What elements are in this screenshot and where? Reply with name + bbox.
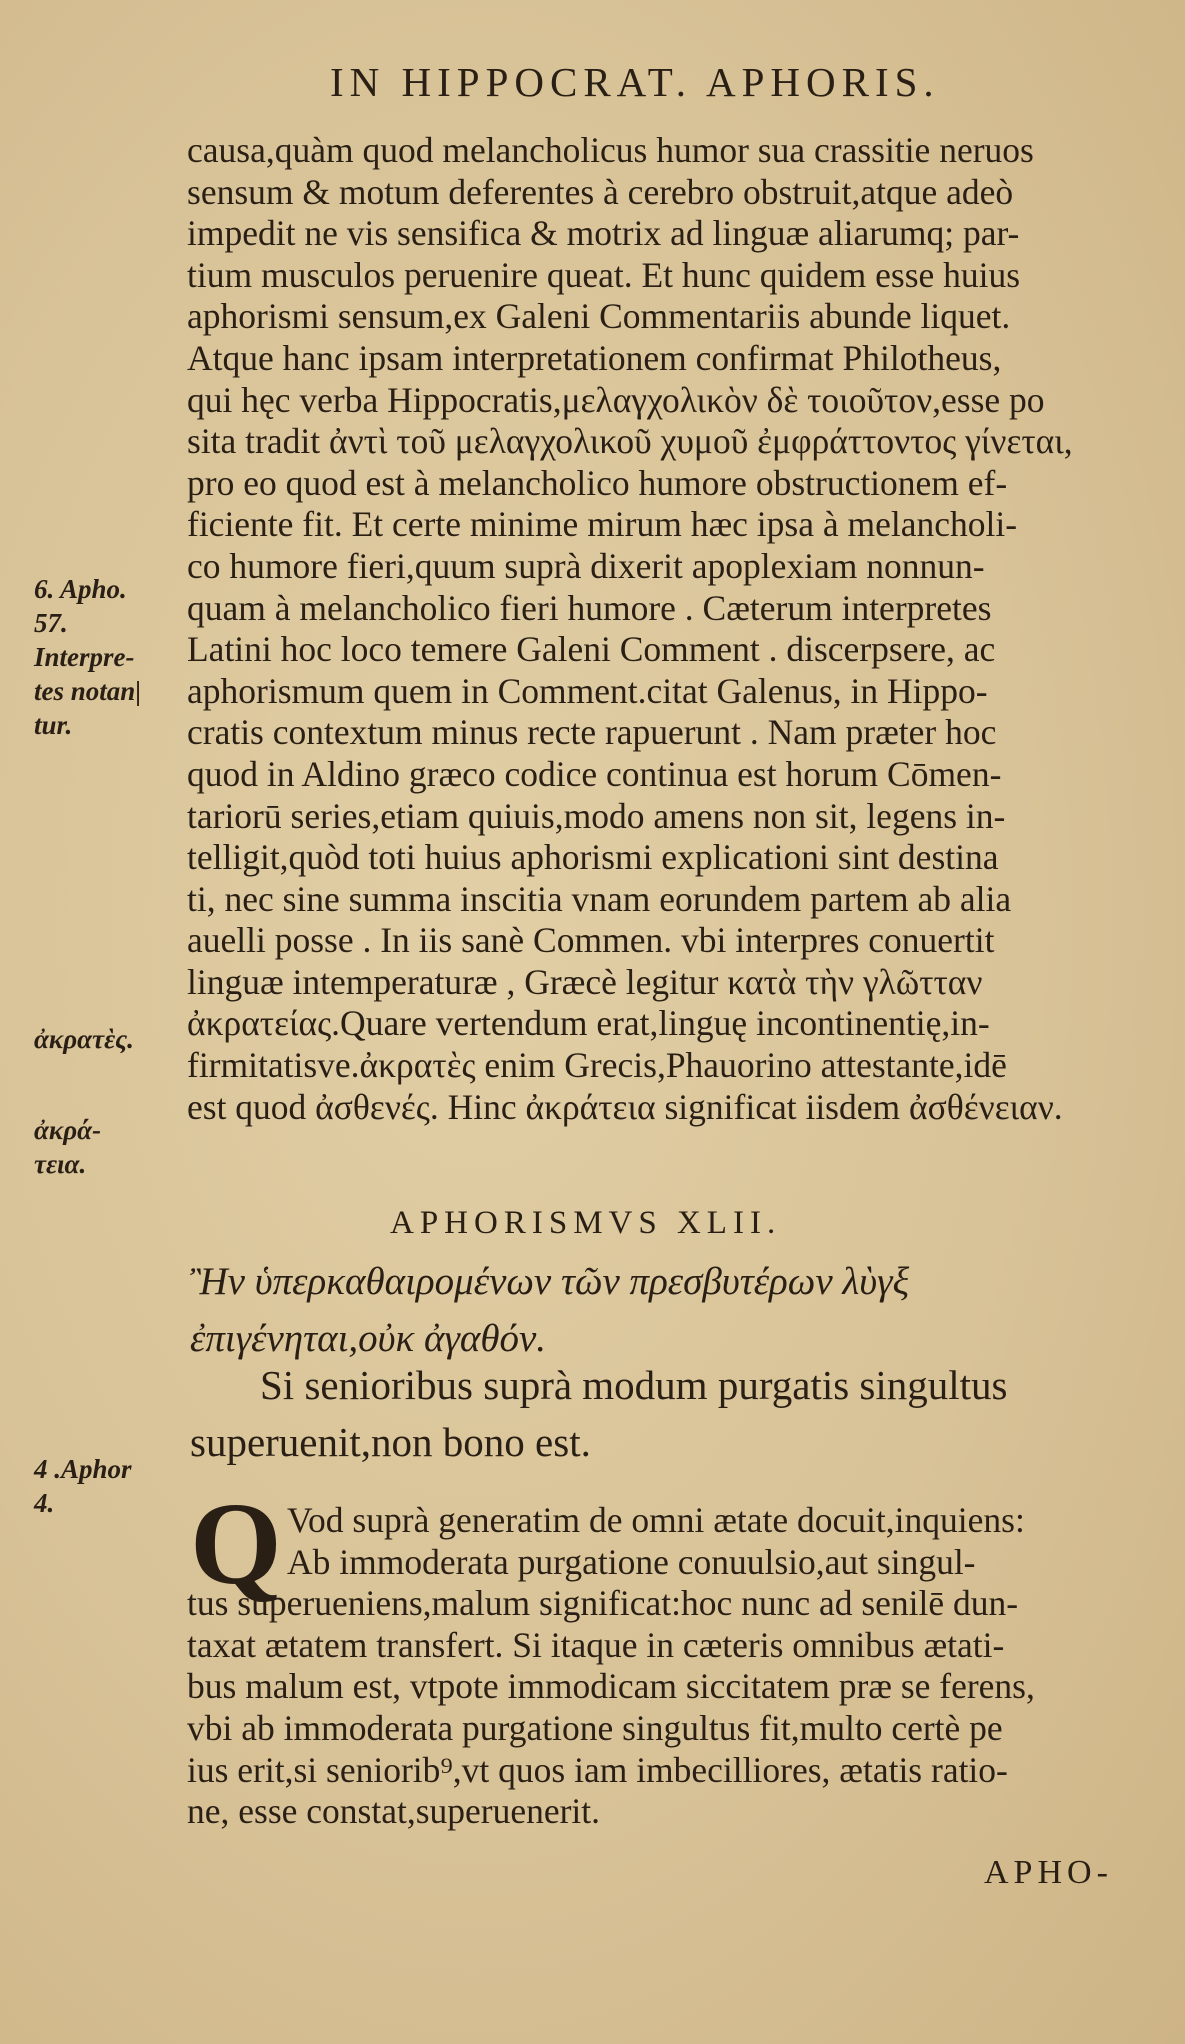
- text-line: impedit ne vis sensifica & motrix ad linguæ aliarumq; par-: [187, 213, 1020, 254]
- text-line: tium musculos peruenire queat. Et hunc quidem esse huius: [187, 254, 1021, 295]
- running-head: IN HIPPOCRAT. APHORIS.: [330, 59, 940, 105]
- text-line: cratis contextum minus recte rapuerunt . Nam præter hoc: [187, 712, 997, 753]
- text-line: Vod suprà generatim de omni ætate docuit,inquiens:: [287, 1500, 1025, 1540]
- text-line: co humore fieri,quum suprà dixerit apoplexiam nonnun-: [187, 545, 985, 586]
- text-line: ficiente fit. Et certe minime mirum hæc ipsa à melancholi-: [187, 504, 1018, 545]
- margin-note-greek-term: ἀκρατὲς.: [34, 1024, 134, 1054]
- text-line: quam à melancholico fieri humore . Cæterum interpretes: [187, 587, 992, 628]
- text-line: Ab immoderata purgatione conuulsio,aut singul-: [287, 1541, 976, 1582]
- text-line: aphorismum quem in Comment.citat Galenus, in Hippo-: [187, 670, 988, 711]
- text-line: est quod ἀσθενές. Hinc ἀκράτεια significat iisdem ἀσθένειαν.: [187, 1086, 1063, 1127]
- aphorism-title: APHORISMVS XLII.: [390, 1205, 782, 1241]
- catchword: APHO-: [984, 1854, 1113, 1891]
- text-line: firmitatisve.ἀκρατὲς enim Grecis,Phauorino attestante,idē: [187, 1045, 1007, 1086]
- greek-line: ἐπιγένηται,οὐκ ἀγαθόν.: [190, 1317, 547, 1360]
- text-line: ius erit,si seniorib⁹,vt quos iam imbecilliores, ætatis ratio-: [187, 1749, 1008, 1790]
- text-line: taxat ætatem transfert. Si itaque in cæteris omnibus ætati-: [187, 1624, 1005, 1665]
- text-line: sita tradit ἀντὶ τοῦ μελαγχολικοῦ χυμοῦ ἐμφράττοντος γίνεται,: [187, 421, 1073, 462]
- text-line: bus malum est, vtpote immodicam siccitatem præ se ferens,: [187, 1666, 1035, 1707]
- latin-line: Si senioribus suprà modum purgatis singultus: [260, 1362, 1008, 1408]
- text-line: pro eo quod est à melancholico humore obstructionem ef-: [187, 462, 1008, 503]
- latin-aphorism: [190, 1357, 1150, 1471]
- text-line: quod in Aldino græco codice continua est horum Cōmen-: [187, 753, 1002, 794]
- text-line: vbi ab immoderata purgatione singultus fit,multo certè pe: [187, 1707, 1003, 1748]
- commentary-block: [187, 130, 1147, 1128]
- text-line: qui hęc verba Hippocratis,μελαγχολικὸν δὲ τοιοῦτον,esse po: [187, 379, 1045, 420]
- greek-line: Ἢν ὑπερκαθαιρομένων τῶν πρεσβυτέρων λὺγξ: [190, 1260, 910, 1303]
- text-line: telligit,quòd toti huius aphorismi explicationi sint destina: [187, 837, 999, 878]
- text-line: linguæ intemperaturæ , Græcè legitur κατὰ τὴν γλῶτταν: [187, 961, 983, 1002]
- text-line: sensum & motum deferentes à cerebro obstruit,atque adeò: [187, 171, 1014, 212]
- text-line: tus superueniens,malum significat:hoc nunc ad senilē dun-: [187, 1583, 1019, 1624]
- text-line: ti, nec sine summa inscitia vnam eorundem partem ab alia: [187, 878, 1012, 919]
- greek-aphorism: [190, 1253, 1150, 1367]
- text-line: ἀκρατείας.Quare vertendum erat,linguę incontinentię,in-: [187, 1003, 990, 1044]
- drop-cap: Q: [190, 1478, 282, 1609]
- text-line: Latini hoc loco temere Galeni Comment . discerpsere, ac: [187, 629, 996, 670]
- commentary-block-2: [187, 1500, 1147, 1833]
- margin-note-aphorism-ref: 4 .Aphor 4.: [34, 1454, 132, 1518]
- margin-note-reference: 6. Apho. 57. Interpre- tes notan| tur.: [34, 574, 142, 740]
- text-line: ne, esse constat,superuenerit.: [187, 1791, 601, 1832]
- text-line: causa,quàm quod melancholicus humor sua crassitie neruos: [187, 130, 1034, 170]
- text-line: auelli posse . In iis sanè Commen. vbi interpres conuertit: [187, 920, 995, 961]
- text-line: tariorū series,etiam quiuis,modo amens non sit, legens in-: [187, 795, 1006, 836]
- latin-line: superuenit,non bono est.: [190, 1419, 591, 1465]
- margin-note-greek-term-2: ἀκρά- τεια.: [34, 1115, 102, 1179]
- text-line: aphorismi sensum,ex Galeni Commentariis abunde liquet.: [187, 296, 1011, 337]
- text-line: Atque hanc ipsam interpretationem confirmat Philotheus,: [187, 337, 1002, 378]
